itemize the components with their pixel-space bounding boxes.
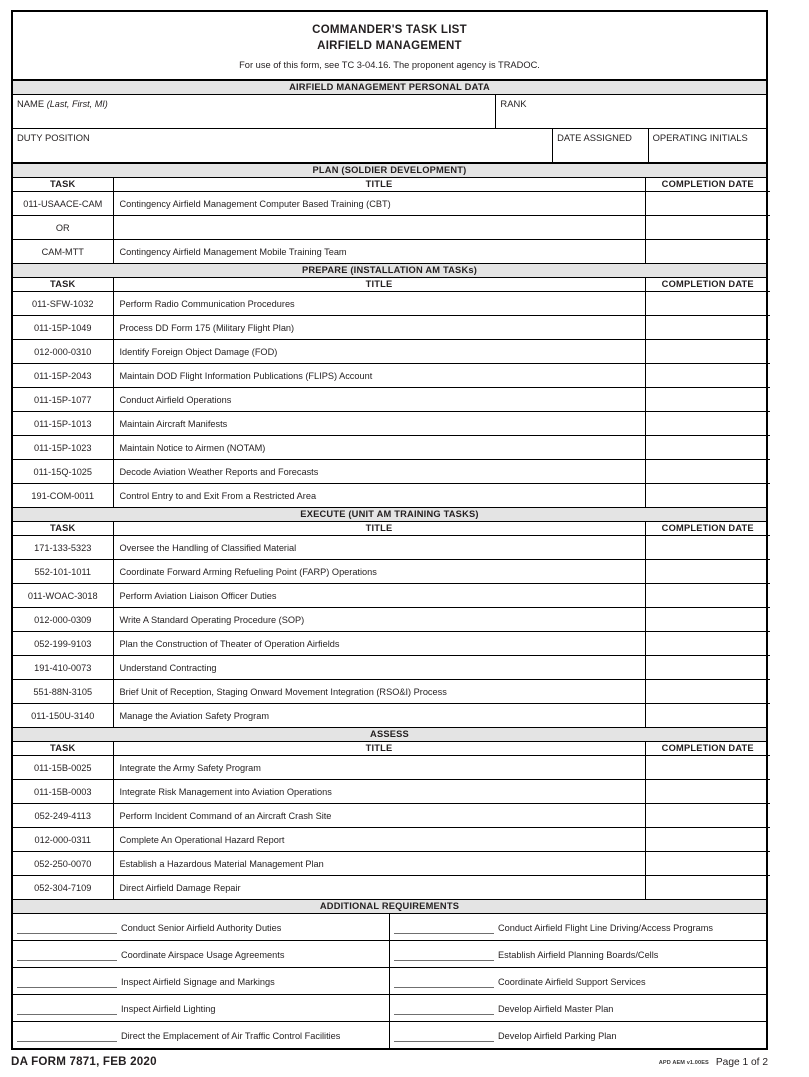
table-row: [13, 364, 770, 388]
column-header-task: TASK: [13, 278, 113, 292]
completion-date-input[interactable]: [645, 632, 770, 656]
personal-data-row-2: [13, 129, 766, 163]
additional-requirement-cell-right: [390, 968, 767, 995]
task-number: 011-WOAC-3018: [13, 584, 113, 608]
task-number: 551-88N-3105: [13, 680, 113, 704]
task-title: Control Entry to and Exit From a Restricted Area: [113, 484, 645, 508]
completion-date-input[interactable]: [645, 340, 770, 364]
completion-blank-input[interactable]: [17, 1002, 117, 1015]
task-title: Maintain Aircraft Manifests: [113, 412, 645, 436]
task-title: Coordinate Forward Arming Refueling Point (FARP) Operations: [113, 560, 645, 584]
additional-requirement-cell-right: [390, 941, 767, 968]
table-row: [13, 436, 770, 460]
task-number: 011-15Q-1025: [13, 460, 113, 484]
task-table: [13, 522, 770, 727]
task-title: Oversee the Handling of Classified Material: [113, 536, 645, 560]
task-title: Maintain Notice to Airmen (NOTAM): [113, 436, 645, 460]
task-number: 171-133-5323: [13, 536, 113, 560]
duty-position-field[interactable]: [13, 129, 553, 162]
task-title: Identify Foreign Object Damage (FOD): [113, 340, 645, 364]
additional-requirement-cell-left: [13, 1022, 390, 1049]
column-header-completion-date: COMPLETION DATE: [645, 742, 770, 756]
completion-blank-input[interactable]: [394, 975, 494, 988]
completion-date-input[interactable]: [645, 852, 770, 876]
task-title: Contingency Airfield Management Mobile Training Team: [113, 240, 645, 264]
task-number: 052-249-4113: [13, 804, 113, 828]
table-row: [13, 316, 770, 340]
task-number: 191-COM-0011: [13, 484, 113, 508]
name-label: NAME: [17, 98, 45, 109]
duty-position-label: DUTY POSITION: [17, 132, 90, 143]
column-header-completion-date: COMPLETION DATE: [645, 522, 770, 536]
additional-requirement-label: Coordinate Airspace Usage Agreements: [121, 949, 285, 960]
task-title: Conduct Airfield Operations: [113, 388, 645, 412]
form-body: [11, 10, 768, 1050]
additional-requirement-row: [13, 1022, 766, 1049]
completion-blank-input[interactable]: [394, 1002, 494, 1015]
additional-requirement-label: Develop Airfield Master Plan: [498, 1003, 614, 1014]
apd-version-code: APD AEM v1.00ES: [658, 1060, 709, 1066]
completion-date-input[interactable]: [645, 192, 770, 216]
completion-date-input[interactable]: [645, 608, 770, 632]
additional-requirement-cell-right: [390, 995, 767, 1022]
completion-date-input[interactable]: [645, 656, 770, 680]
additional-requirement-label: Conduct Senior Airfield Authority Duties: [121, 922, 282, 933]
table-row: [13, 340, 770, 364]
form-title-line-2: AIRFIELD MANAGEMENT: [317, 40, 462, 52]
additional-requirement-cell-left: [13, 995, 390, 1022]
completion-date-input[interactable]: [645, 804, 770, 828]
column-header-task: TASK: [13, 178, 113, 192]
completion-date-input[interactable]: [645, 388, 770, 412]
table-row: [13, 632, 770, 656]
table-row: [13, 460, 770, 484]
additional-requirement-row: [13, 968, 766, 995]
additional-requirement-row: [13, 914, 766, 941]
form-identifier: DA FORM 7871, FEB 2020: [11, 1055, 157, 1068]
table-row: [13, 192, 770, 216]
completion-date-input[interactable]: [645, 584, 770, 608]
form-subtitle: For use of this form, see TC 3-04.16. The proponent agency is TRADOC.: [239, 60, 540, 70]
table-row: [13, 240, 770, 264]
additional-requirement-row: [13, 941, 766, 968]
operating-initials-field[interactable]: [649, 129, 766, 162]
name-field[interactable]: [13, 95, 496, 128]
task-number: 191-410-0073: [13, 656, 113, 680]
task-title: Plan the Construction of Theater of Operation Airfields: [113, 632, 645, 656]
completion-date-input[interactable]: [645, 756, 770, 780]
task-number: OR: [13, 216, 113, 240]
additional-requirement-cell-left: [13, 914, 390, 941]
task-table: [13, 742, 770, 899]
page-number: Page 1 of 2: [715, 1057, 768, 1068]
column-header-task: TASK: [13, 742, 113, 756]
column-header-task: TASK: [13, 522, 113, 536]
table-row: [13, 560, 770, 584]
task-sections: [13, 163, 766, 899]
completion-blank-input[interactable]: [17, 948, 117, 961]
completion-date-input[interactable]: [645, 704, 770, 728]
task-number: 011-15P-1077: [13, 388, 113, 412]
completion-date-input[interactable]: [645, 460, 770, 484]
column-header-title: TITLE: [113, 178, 645, 192]
form-title-line-1: COMMANDER'S TASK LIST: [312, 24, 467, 36]
section-band: PREPARE (INSTALLATION AM TASKs): [13, 263, 766, 278]
table-row: [13, 412, 770, 436]
task-title: Process DD Form 175 (Military Flight Plan): [113, 316, 645, 340]
task-title: Understand Contracting: [113, 656, 645, 680]
task-title: Perform Radio Communication Procedures: [113, 292, 645, 316]
section-band-personal-data: AIRFIELD MANAGEMENT PERSONAL DATA: [13, 81, 766, 95]
task-title: Brief Unit of Reception, Staging Onward Movement Integration (RSO&I) Process: [113, 680, 645, 704]
completion-date-input[interactable]: [645, 412, 770, 436]
completion-blank-input[interactable]: [17, 975, 117, 988]
table-row: [13, 292, 770, 316]
additional-requirement-label: Develop Airfield Parking Plan: [498, 1030, 617, 1041]
task-number: 011-15P-1023: [13, 436, 113, 460]
additional-requirements-table: [13, 914, 766, 1048]
task-title: Perform Incident Command of an Aircraft Crash Site: [113, 804, 645, 828]
completion-blank-input[interactable]: [394, 1029, 494, 1042]
section-band: PLAN (SOLDIER DEVELOPMENT): [13, 163, 766, 178]
additional-requirement-label: Direct the Emplacement of Air Traffic Control Facilities: [121, 1030, 341, 1041]
completion-date-input[interactable]: [645, 316, 770, 340]
completion-date-input[interactable]: [645, 560, 770, 584]
task-number: 012-000-0311: [13, 828, 113, 852]
task-number: 552-101-1011: [13, 560, 113, 584]
section-band: ASSESS: [13, 727, 766, 742]
completion-date-input[interactable]: [645, 536, 770, 560]
completion-date-input[interactable]: [645, 292, 770, 316]
additional-requirement-row: [13, 995, 766, 1022]
section-band: EXECUTE (UNIT AM TRAINING TASKS): [13, 507, 766, 522]
column-header-completion-date: COMPLETION DATE: [645, 278, 770, 292]
task-title: Direct Airfield Damage Repair: [113, 876, 645, 900]
rank-field[interactable]: [496, 95, 766, 128]
table-row: [13, 216, 770, 240]
task-number: 052-250-0070: [13, 852, 113, 876]
task-title: Perform Aviation Liaison Officer Duties: [113, 584, 645, 608]
personal-data-row-1: [13, 95, 766, 129]
additional-requirement-label: Inspect Airfield Signage and Markings: [121, 976, 275, 987]
additional-requirement-cell-left: [13, 968, 390, 995]
task-table: [13, 278, 770, 507]
date-assigned-field[interactable]: [553, 129, 649, 162]
task-number: 012-000-0310: [13, 340, 113, 364]
task-number: 011-USAACE-CAM: [13, 192, 113, 216]
task-title: Write A Standard Operating Procedure (SOP): [113, 608, 645, 632]
column-header-completion-date: COMPLETION DATE: [645, 178, 770, 192]
additional-requirement-cell-right: [390, 914, 767, 941]
task-number: 011-15P-1049: [13, 316, 113, 340]
additional-requirement-label: Coordinate Airfield Support Services: [498, 976, 646, 987]
completion-blank-input[interactable]: [394, 948, 494, 961]
operating-initials-label: OPERATING INITIALS: [652, 132, 748, 143]
form-footer: [11, 1055, 768, 1077]
table-row: [13, 584, 770, 608]
table-row: [13, 680, 770, 704]
table-row: [13, 704, 770, 728]
task-number: 011-SFW-1032: [13, 292, 113, 316]
completion-blank-input[interactable]: [394, 921, 494, 934]
task-number: 011-150U-3140: [13, 704, 113, 728]
completion-blank-input[interactable]: [17, 921, 117, 934]
table-row: [13, 804, 770, 828]
column-header-title: TITLE: [113, 742, 645, 756]
table-row: [13, 656, 770, 680]
additional-requirement-label: Inspect Airfield Lighting: [121, 1003, 216, 1014]
date-assigned-label: DATE ASSIGNED: [557, 132, 632, 143]
completion-date-input[interactable]: [645, 680, 770, 704]
completion-date-input[interactable]: [645, 780, 770, 804]
task-title: Decode Aviation Weather Reports and Forecasts: [113, 460, 645, 484]
task-table: [13, 178, 770, 263]
task-number: 052-199-9103: [13, 632, 113, 656]
task-number: CAM-MTT: [13, 240, 113, 264]
rank-label: RANK: [500, 98, 527, 109]
table-row: [13, 608, 770, 632]
task-number: 011-15P-2043: [13, 364, 113, 388]
completion-date-input[interactable]: [645, 364, 770, 388]
footer-right-group: [659, 1057, 768, 1068]
completion-date-input[interactable]: [645, 828, 770, 852]
task-number: 011-15P-1013: [13, 412, 113, 436]
name-hint: (Last, First, MI): [46, 99, 108, 109]
additional-requirement-cell-left: [13, 941, 390, 968]
table-row: [13, 388, 770, 412]
task-number: 011-15B-0025: [13, 756, 113, 780]
task-title: Integrate Risk Management into Aviation Operations: [113, 780, 645, 804]
completion-date-input[interactable]: [645, 216, 770, 240]
additional-requirement-label: Establish Airfield Planning Boards/Cells: [498, 949, 659, 960]
table-row: [13, 828, 770, 852]
table-row: [13, 484, 770, 508]
table-row: [13, 852, 770, 876]
table-row: [13, 876, 770, 900]
task-title: Contingency Airfield Management Computer Based Training (CBT): [113, 192, 645, 216]
additional-requirement-cell-right: [390, 1022, 767, 1049]
completion-date-input[interactable]: [645, 436, 770, 460]
completion-blank-input[interactable]: [17, 1029, 117, 1042]
task-title: [113, 216, 645, 240]
task-title: Maintain DOD Flight Information Publications (FLIPS) Account: [113, 364, 645, 388]
completion-date-input[interactable]: [645, 484, 770, 508]
section-band-additional-requirements: ADDITIONAL REQUIREMENTS: [13, 899, 766, 914]
task-number: 012-000-0309: [13, 608, 113, 632]
additional-requirement-label: Conduct Airfield Flight Line Driving/Access Programs: [498, 922, 713, 933]
form-title-block: [13, 12, 766, 81]
column-header-title: TITLE: [113, 522, 645, 536]
task-title: Establish a Hazardous Material Management Plan: [113, 852, 645, 876]
task-number: 011-15B-0003: [13, 780, 113, 804]
task-number: 052-304-7109: [13, 876, 113, 900]
task-title: Integrate the Army Safety Program: [113, 756, 645, 780]
table-row: [13, 756, 770, 780]
column-header-title: TITLE: [113, 278, 645, 292]
completion-date-input[interactable]: [645, 240, 770, 264]
task-title: Complete An Operational Hazard Report: [113, 828, 645, 852]
completion-date-input[interactable]: [645, 876, 770, 900]
table-row: [13, 780, 770, 804]
table-row: [13, 536, 770, 560]
task-title: Manage the Aviation Safety Program: [113, 704, 645, 728]
